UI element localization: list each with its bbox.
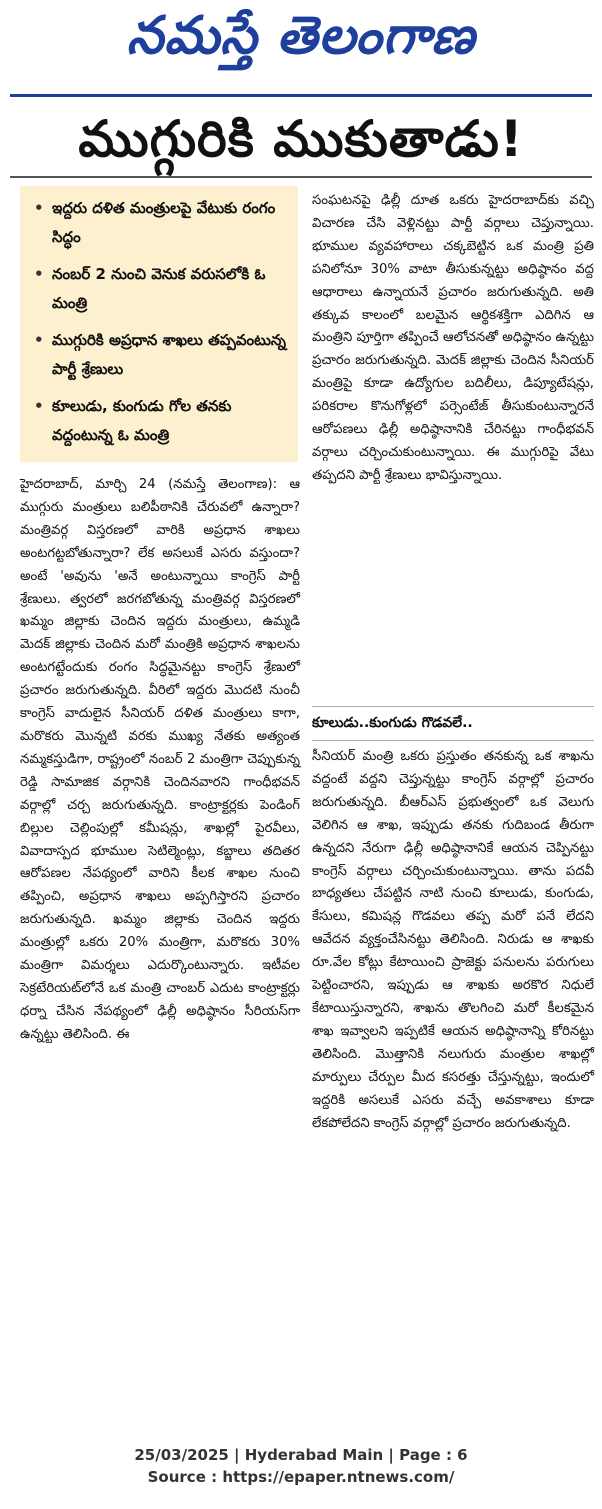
left-column — [20, 474, 300, 1047]
masthead — [0, 0, 602, 98]
masthead-rule — [10, 94, 592, 97]
right-column-top — [312, 190, 594, 488]
headline-rule — [10, 176, 592, 178]
right-column-bottom — [312, 746, 594, 1135]
footer-source-line: Source : https://epaper.ntnews.com/ — [147, 1468, 455, 1486]
article-paragraph: హైదరాబాద్, మార్చి 24 (నమస్తే తెలంగాణ): ఆ ముగ్గురు మంత్రులు బలిపీఠానికి చేరువలో ఉన్నారా? మంత్రివర్గ విస్తరణలో వారికి అప్రధాన శాఖలు అంటగట్టబోతున్నారా? లేక అసలుకే ఎసరు వస్తుందా? అంటే 'అవును 'అనే అంటున్నాయి కాంగ్రెస్ పార్టీ శ్రేణులు. త్వరలో జరగబోతున్న మంత్రివర్గ విస్తరణలో ఖమ్మం జిల్లాకు చెందిన ఇద్దరు మంత్రులు, ఉమ్మడి మెదక్ జిల్లాకు చెందిన మరో మంత్రికి అప్రధాన శాఖలను అంటగట్టేందుకు రంగం సిద్ధమైనట్టు కాంగ్రెస్ శ్రేణులో ప్రచారం జరుగుతున్నది. వీరిలో ఇద్దరు మొదటి నుంచీ కాంగ్రెస్ వాదులైన సీనియర్ దళిత మంత్రులు కాగా, మరొకరు మొన్నటి వరకు ముఖ్య నేతకు అత్యంత నమ్మకస్తుడిగా, రాష్ట్రంలో నంబర్ 2 మంత్రిగా చెప్పుకున్న రెడ్డి సామాజిక వర్గానికి చెందినవారని గాంధీభవన్ వర్గాల్లో చర్చ జరుగుతున్నది. కాంట్రాక్టర్లకు పెండింగ్ బిల్లుల చెల్లింపుల్లో కమీషన్లు, శాఖల్లో పైరవీలు, వివాదాస్పద భూముల సెటిల్మెంట్లు, కబ్జాలు తదితర ఆరోపణల నేపథ్యంలో వారిని కీలక శాఖల నుంచి తప్పించి, అప్రధాన శాఖలు అప్పగిస్తారని ప్రచారం జరుగుతున్నది. ఖమ్మం జిల్లాకు చెందిన ఇద్దరు మంత్రుల్లో ఒకరు 20% మంత్రిగా, మరొకరు 30% మంత్రిగా విమర్శలు ఎదుర్కొంటున్నారు. ఇటీవల సెక్రటేరియట్‌లోనే ఒక మంత్రి చాంబర్ ఎదుట కాంట్రాక్టర్లు ధర్నా చేసిన నేపథ్యంలో ఢిల్లీ అధిష్ఠానం సీరియస్‌గా ఉన్నట్టు తెలిసింది. ఈ — [20, 477, 300, 1042]
subhead-rule-top — [312, 706, 594, 707]
article-paragraph: సీనియర్ మంత్రి ఒకరు ప్రస్తుతం తనకున్న ఒక శాఖను వద్దంటే వద్దని చెప్తున్నట్టు కాంగ్రెస్ వర్గాల్లో ప్రచారం జరుగుతున్నది. బీఆర్ఎస్ ప్రభుత్వంలో ఒక వెలుగు వెలిగిన ఆ శాఖ, ఇప్పుడు తనకు గుదిబండ తీరుగా ఉన్నదని నేరుగా ఢిల్లీ అధిష్ఠానానికే ఆయన చెప్పినట్టు కాంగ్రెస్ వర్గాలు చర్చించుకుంటున్నాయి. తాను పదవీ బాధ్యతలు చేపట్టిన నాటి నుంచి కూలుడు, కుంగుడు, కేసులు, కమిషన్ల గొడవలు తప్ప మరో పనే లేదని ఆవేదన వ్యక్తంచేసినట్టు తెలిసింది. నిరుడు ఆ శాఖకు రూ.వేల కోట్లు కేటాయించి ప్రాజెక్టు పనులను పరుగులు పెట్టించారని, ఇప్పుడు ఆ శాఖకు అరకొర నిధులే కేటాయిస్తున్నారని, శాఖను తొలగించి మరో కీలకమైన శాఖ ఇవ్వాలని ఇప్పటికే ఆయన అధిష్ఠానాన్ని కోరినట్టు తెలిసింది. మొత్తానికి నలుగురు మంత్రుల శాఖల్లో మార్పులు చేర్పుల మీద కసరత్తు చేస్తున్నట్టు, ఇందులో ఇద్దరికి అసలుకే ఎసరు వచ్చే అవకాశాలు కూడా లేకపోలేదని కాంగ్రెస్ వర్గాల్లో ప్రచారం జరుగుతున్నది. — [312, 749, 594, 1131]
highlight-item: • ఇద్దరు దళిత మంత్రులపై వేటుకు రంగం సిద్ధం — [32, 194, 288, 252]
bullet-icon: • — [34, 397, 44, 415]
highlight-item: • ముగ్గురికి అప్రధాన శాఖలు తప్పవంటున్న పార్టీ శ్రేణులు — [32, 326, 288, 384]
masthead-logo: నమస్తే తెలంగాణ — [126, 6, 476, 66]
article-headline: ముగ్గురికి ముకుతాడు! — [78, 110, 524, 168]
section-subhead: కూలుడు..కుంగుడు గొడవలే.. — [312, 715, 473, 731]
footer-date-line: 25/03/2025 | Hyderabad Main | Page : 6 — [134, 1446, 468, 1464]
subhead-rule-bottom — [312, 740, 594, 741]
bullet-icon: • — [34, 331, 44, 349]
highlight-item: • నంబర్ 2 నుంచి వెనుక వరుసలోకి ఓ మంత్రి — [32, 260, 288, 318]
highlight-item: • కూలుడు, కుంగుడు గోల తనకు వద్దంటున్న ఓ మంత్రి — [32, 392, 288, 450]
subhead-wrap — [312, 712, 594, 735]
highlights-box — [20, 186, 298, 462]
article-paragraph: సంఘటనపై ఢిల్లీ దూత ఒకరు హైదరాబాద్‌కు వచ్చి విచారణ చేసి వెళ్లినట్టు పార్టీ వర్గాలు చెప్తున్నాయి. భూముల వ్యవహారాలు చక్కబెట్టిన ఒక మంత్రి ప్రతి పనిలోనూ 30% వాటా తీసుకున్నట్టు అధిష్ఠానం వద్ద ఆధారాలు ఉన్నాయనే ప్రచారం జరుగుతున్నది. అతి తక్కువ కాలంలో బలమైన ఆర్థికశక్తిగా ఎదిగిన ఆ మంత్రిని పూర్తిగా తప్పించే ఆలోచనతో అధిష్ఠానం ఉన్నట్టు ప్రచారం జరుగుతున్నది. మెదక్ జిల్లాకు చెందిన సీనియర్ మంత్రిపై కూడా ఉద్యోగుల బదిలీలు, డిప్యూటేషన్లు, పరికరాల కొనుగోళ్లలో పర్సెంటేజ్ తీసుకుంటున్నారనే ఆరోపణలు ఢిల్లీ అధిష్ఠానానికి చేరినట్టు గాంధీభవన్ వర్గాలు చర్చించుకుంటున్నాయి. ఈ ముగ్గురిపై వేటు తప్పదని పార్టీ శ్రేణులు భావిస్తున్నాయి. — [312, 193, 594, 483]
bullet-icon: • — [34, 199, 44, 217]
bullet-icon: • — [34, 265, 44, 283]
